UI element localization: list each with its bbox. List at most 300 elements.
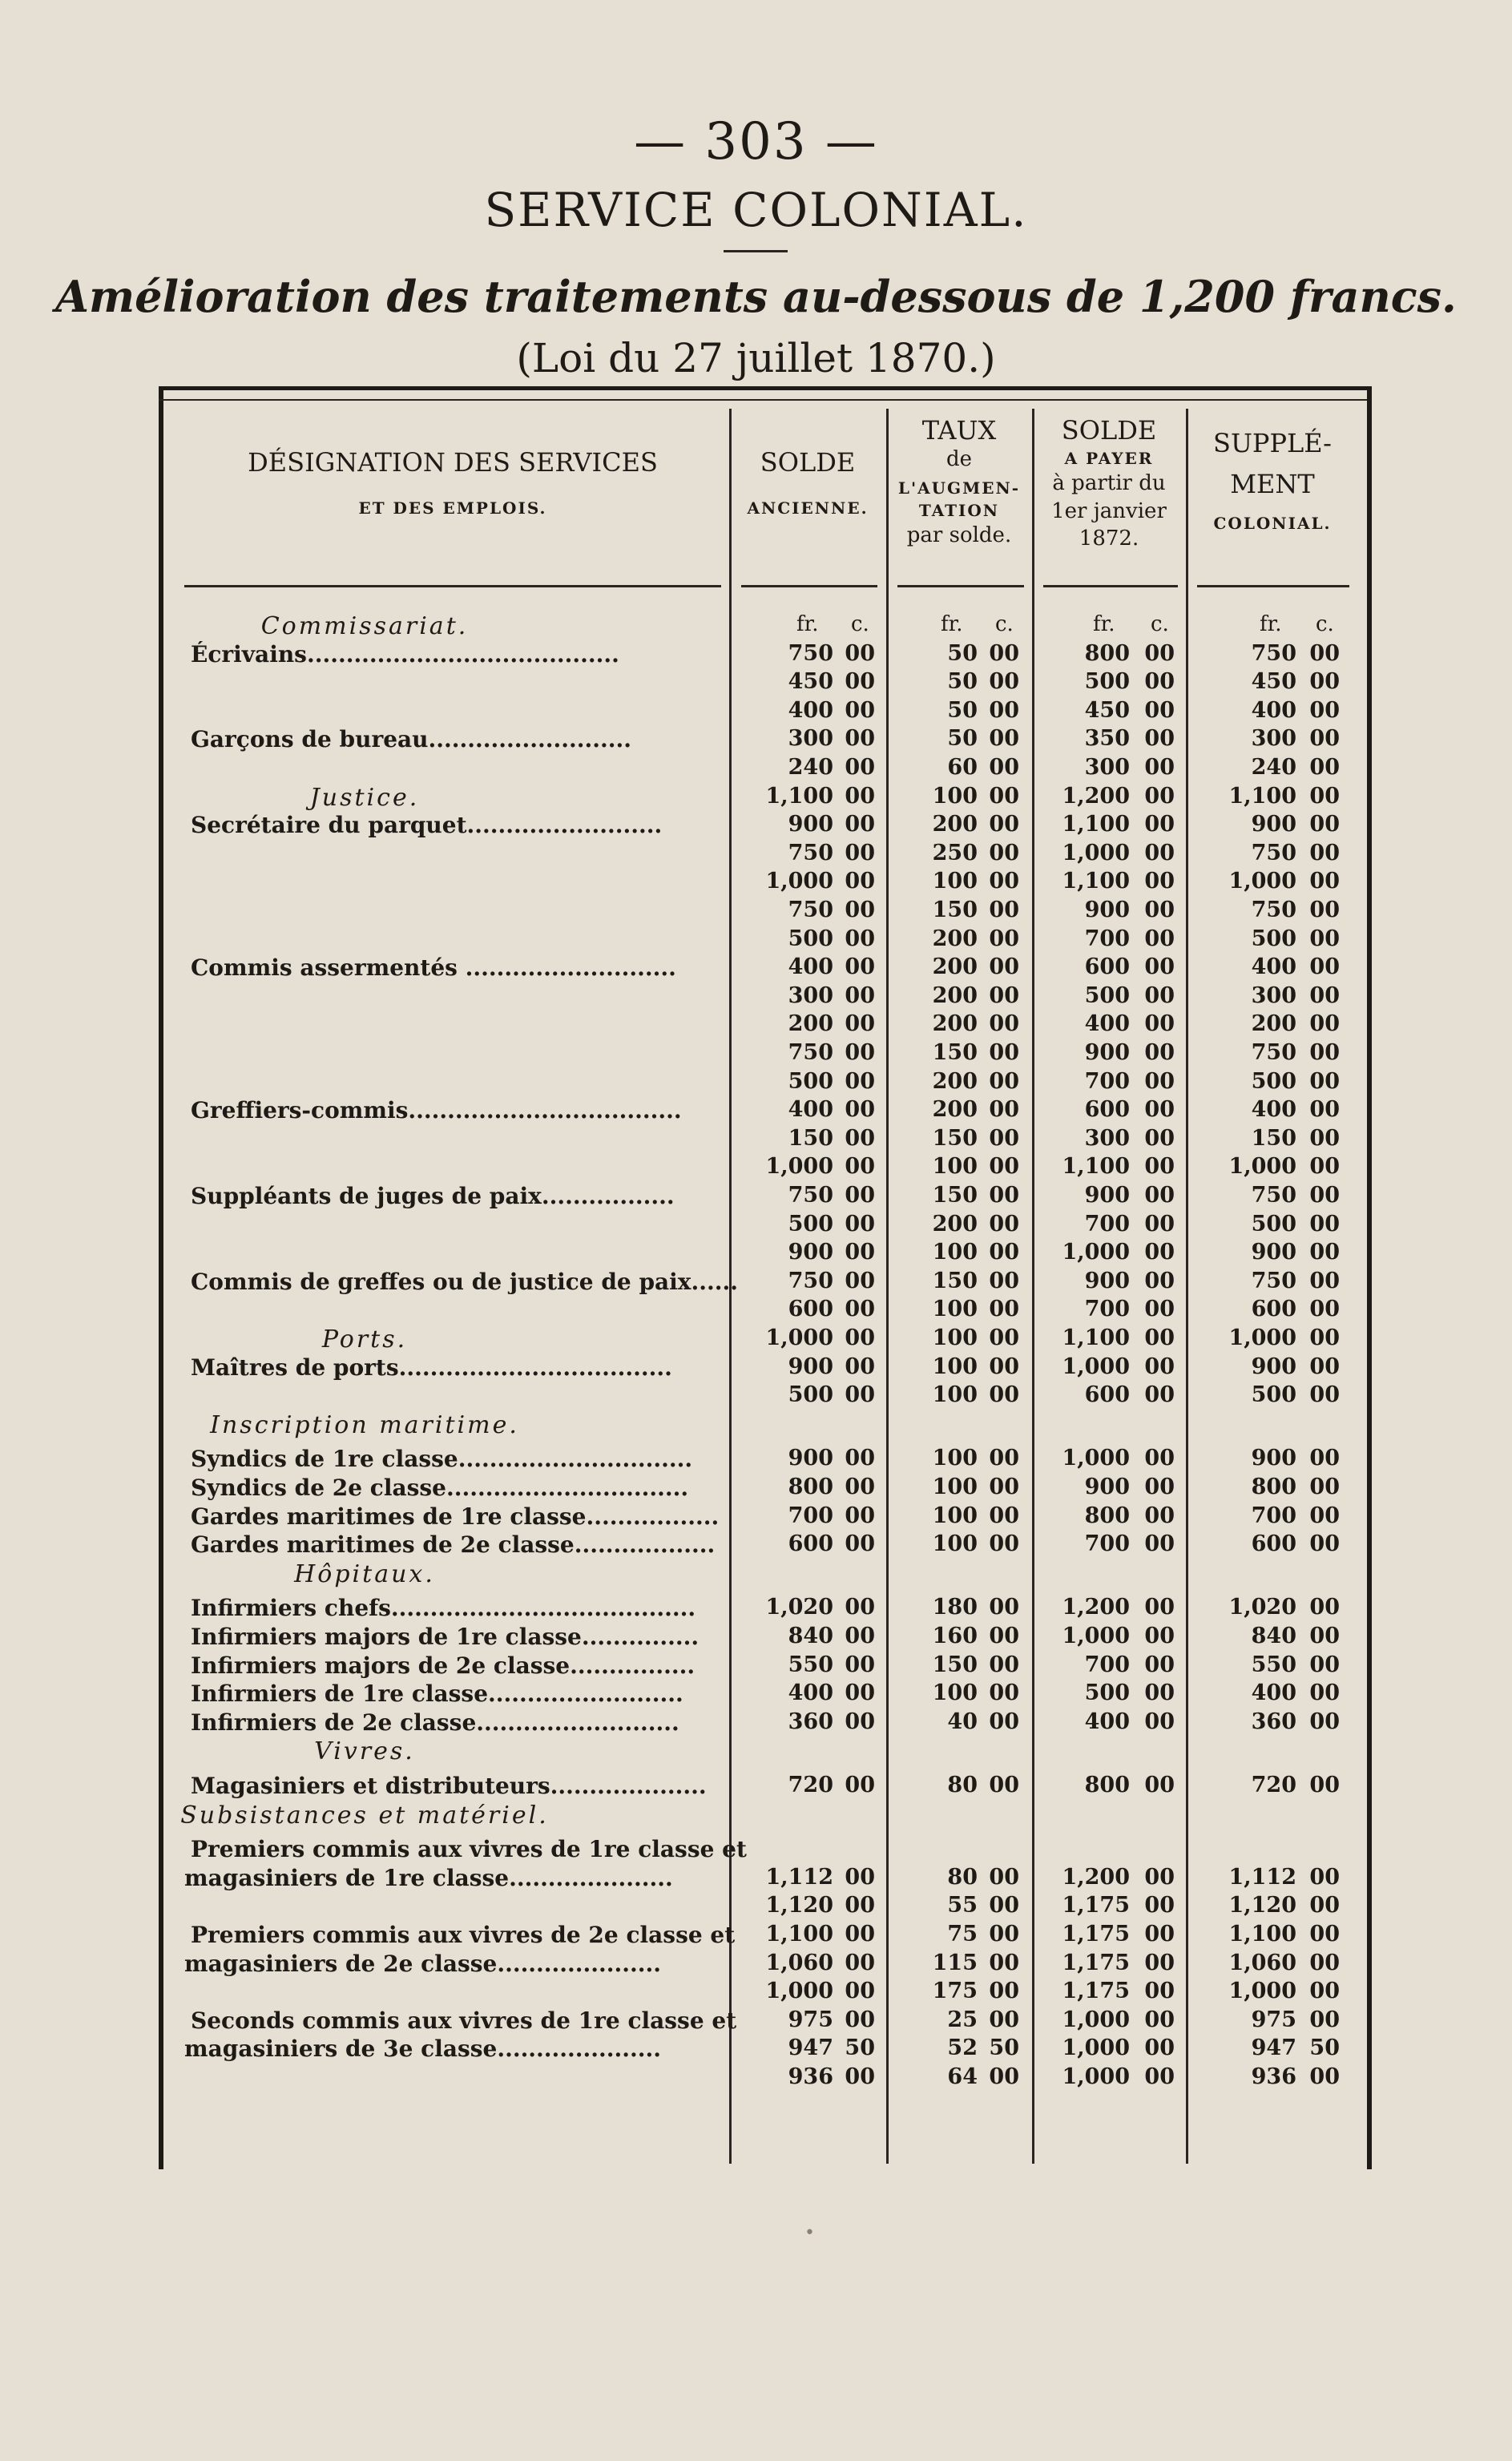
cell-francs: 350 xyxy=(1084,726,1130,752)
cell-francs: 975 xyxy=(1251,2007,1296,2032)
cell-francs: 400 xyxy=(1084,1011,1130,1037)
cell-centimes: 00 xyxy=(1309,697,1340,723)
table-row xyxy=(0,983,1512,1012)
cell-francs: 900 xyxy=(1251,1240,1296,1265)
cell-centimes: 00 xyxy=(845,812,875,837)
cell-francs: 160 xyxy=(932,1624,978,1648)
cell-centimes: 00 xyxy=(989,926,1019,951)
cell-centimes: 00 xyxy=(1309,640,1340,666)
cell-francs: 750 xyxy=(788,898,833,922)
cell-centimes: 00 xyxy=(1144,1979,1175,2004)
cell-francs: 1,000 xyxy=(765,1979,833,2004)
cell-centimes: 00 xyxy=(1309,1773,1340,1797)
cell-centimes: 00 xyxy=(989,1446,1019,1471)
cell-francs: 1,120 xyxy=(1228,1893,1296,1918)
cell-francs: 900 xyxy=(1084,1183,1130,1208)
cell-francs: 300 xyxy=(1251,982,1296,1008)
cell-centimes: 00 xyxy=(1144,1446,1175,1471)
subtitle: Amélioration des traitements au-dessous de 1,200 francs. xyxy=(55,271,1457,322)
header-taux-line4: TATION xyxy=(918,500,1000,520)
cell-centimes: 50 xyxy=(989,2035,1019,2061)
section-heading: Justice. xyxy=(309,783,420,812)
cell-centimes: 00 xyxy=(845,1097,875,1123)
cell-centimes: 00 xyxy=(1144,1950,1175,1975)
cell-francs: 1,000 xyxy=(1062,840,1130,865)
table-row xyxy=(0,2035,1512,2064)
cell-francs: 1,100 xyxy=(1062,869,1130,894)
row-label: Premiers commis aux vivres de 2e classe et xyxy=(191,1922,736,1948)
cell-francs: 400 xyxy=(1084,1709,1130,1734)
cell-centimes: 00 xyxy=(989,755,1019,780)
cell-centimes: 00 xyxy=(845,869,875,894)
cell-francs: 1,000 xyxy=(765,1154,833,1180)
header-designation-line2: ET DES EMPLOIS. xyxy=(358,498,547,518)
cell-francs: 900 xyxy=(1084,1268,1130,1293)
cell-francs: 1,060 xyxy=(1228,1950,1296,1975)
cell-centimes: 00 xyxy=(845,1503,875,1528)
cell-francs: 700 xyxy=(1251,1503,1296,1528)
cell-centimes: 00 xyxy=(989,1354,1019,1379)
table-row xyxy=(0,1865,1512,1894)
cell-centimes: 00 xyxy=(1144,1240,1175,1265)
row-label: Écrivains........................................ xyxy=(191,640,619,668)
cell-francs: 700 xyxy=(1084,926,1130,951)
section-heading: Subsistances et matériel. xyxy=(180,1801,549,1830)
cell-centimes: 00 xyxy=(1309,840,1340,865)
cell-centimes: 00 xyxy=(989,726,1019,752)
cell-centimes: 00 xyxy=(1144,1503,1175,1528)
cell-centimes: 00 xyxy=(845,926,875,951)
header-rule-2 xyxy=(741,585,877,587)
cell-francs: 800 xyxy=(1084,1503,1130,1528)
header-payer-line3: à partir du xyxy=(1052,471,1166,496)
cell-centimes: 00 xyxy=(1144,1354,1175,1379)
header-rule-5 xyxy=(1197,585,1349,587)
cell-francs: 947 xyxy=(788,2035,833,2061)
cell-francs: 100 xyxy=(932,1531,978,1557)
cell-francs: 360 xyxy=(788,1709,833,1734)
header-supp-line1: SUPPLÉ- xyxy=(1213,428,1332,458)
row-label: Premiers commis aux vivres de 1re classe et xyxy=(191,1836,747,1863)
cell-francs: 400 xyxy=(788,954,833,980)
table-row xyxy=(0,812,1512,841)
cell-francs: 720 xyxy=(1251,1773,1296,1797)
cell-francs: 1,112 xyxy=(765,1864,833,1890)
footer-mark: • xyxy=(804,2223,815,2243)
cell-francs: 300 xyxy=(1084,1125,1130,1151)
cell-francs: 700 xyxy=(1084,1211,1130,1237)
unit-centimes: c. xyxy=(1151,612,1169,636)
cell-francs: 1,175 xyxy=(1062,1979,1130,2004)
cell-francs: 700 xyxy=(1084,1297,1130,1322)
cell-francs: 600 xyxy=(1084,954,1130,980)
cell-francs: 750 xyxy=(1251,640,1296,666)
cell-centimes: 00 xyxy=(989,1595,1019,1620)
cell-centimes: 00 xyxy=(845,1354,875,1379)
unit-francs: fr. xyxy=(1260,612,1282,636)
table-row xyxy=(0,1126,1512,1155)
cell-francs: 450 xyxy=(1251,669,1296,695)
cell-centimes: 00 xyxy=(989,954,1019,980)
cell-centimes: 00 xyxy=(1144,1893,1175,1918)
table-row xyxy=(0,1069,1512,1098)
section-row xyxy=(0,1411,1512,1440)
cell-centimes: 00 xyxy=(989,1382,1019,1408)
cell-francs: 936 xyxy=(1251,2064,1296,2089)
cell-francs: 250 xyxy=(932,840,978,865)
cell-francs: 600 xyxy=(1251,1297,1296,1322)
cell-francs: 1,000 xyxy=(765,1325,833,1350)
cell-centimes: 00 xyxy=(845,2007,875,2032)
cell-centimes: 00 xyxy=(845,1624,875,1648)
law-reference: (Loi du 27 juillet 1870.) xyxy=(516,335,996,381)
section-heading: Inscription maritime. xyxy=(210,1410,519,1439)
cell-centimes: 00 xyxy=(1309,1211,1340,1237)
cell-centimes: 50 xyxy=(1309,2035,1340,2061)
row-label: Suppléants de juges de paix................. xyxy=(191,1183,675,1209)
table-row xyxy=(0,1382,1512,1411)
cell-centimes: 00 xyxy=(845,1893,875,1918)
cell-centimes: 00 xyxy=(1144,669,1175,695)
cell-francs: 450 xyxy=(788,669,833,695)
cell-francs: 1,000 xyxy=(1062,2064,1130,2089)
section-row xyxy=(0,1560,1512,1589)
header-designation xyxy=(184,449,721,517)
cell-francs: 975 xyxy=(788,2007,833,2032)
cell-centimes: 00 xyxy=(1144,1531,1175,1557)
cell-centimes: 00 xyxy=(1144,1595,1175,1620)
cell-francs: 100 xyxy=(932,1446,978,1471)
cell-francs: 500 xyxy=(1251,1382,1296,1408)
header-taux-line1: TAUX xyxy=(921,415,997,446)
cell-centimes: 00 xyxy=(989,1709,1019,1734)
cell-centimes: 00 xyxy=(845,1531,875,1557)
table-row xyxy=(0,1773,1512,1801)
cell-centimes: 00 xyxy=(845,1240,875,1265)
cell-centimes: 00 xyxy=(845,640,875,666)
header-supplement xyxy=(1187,430,1357,532)
cell-centimes: 00 xyxy=(1309,1922,1340,1947)
cell-francs: 900 xyxy=(788,1354,833,1379)
cell-centimes: 00 xyxy=(1144,1864,1175,1890)
table-row xyxy=(0,1183,1512,1212)
cell-centimes: 00 xyxy=(1309,1979,1340,2004)
table-row xyxy=(0,1531,1512,1560)
row-label: Gardes maritimes de 1re classe................. xyxy=(191,1503,720,1530)
cell-centimes: 00 xyxy=(1144,2035,1175,2061)
cell-francs: 500 xyxy=(1084,1680,1130,1706)
cell-centimes: 00 xyxy=(845,1595,875,1620)
cell-centimes: 00 xyxy=(989,1922,1019,1947)
header-rule-4 xyxy=(1043,585,1178,587)
unit-francs: fr. xyxy=(796,612,819,636)
cell-centimes: 00 xyxy=(989,1268,1019,1293)
row-label: Infirmiers majors de 2e classe................ xyxy=(191,1652,696,1679)
table-row xyxy=(0,641,1512,670)
cell-francs: 936 xyxy=(788,2064,833,2089)
cell-francs: 1,000 xyxy=(1228,1325,1296,1350)
cell-francs: 100 xyxy=(932,1325,978,1350)
cell-francs: 200 xyxy=(1251,1011,1296,1037)
cell-francs: 1,000 xyxy=(1228,1979,1296,2004)
row-label: Greffiers-commis................................... xyxy=(191,1097,682,1124)
cell-centimes: 00 xyxy=(1144,1652,1175,1677)
cell-francs: 900 xyxy=(1084,898,1130,922)
cell-centimes: 00 xyxy=(1309,1503,1340,1528)
cell-francs: 50 xyxy=(947,640,978,666)
cell-centimes: 00 xyxy=(1309,898,1340,922)
cell-francs: 50 xyxy=(947,697,978,723)
cell-centimes: 00 xyxy=(1309,755,1340,780)
cell-francs: 200 xyxy=(932,1068,978,1094)
cell-centimes: 00 xyxy=(845,1709,875,1734)
cell-centimes: 00 xyxy=(1309,1652,1340,1677)
cell-centimes: 00 xyxy=(989,1097,1019,1123)
cell-centimes: 00 xyxy=(1309,1595,1340,1620)
cell-centimes: 00 xyxy=(1144,2064,1175,2089)
cell-francs: 1,200 xyxy=(1062,783,1130,809)
cell-francs: 80 xyxy=(947,1773,978,1797)
cell-francs: 150 xyxy=(932,1125,978,1151)
cell-francs: 750 xyxy=(788,840,833,865)
cell-centimes: 00 xyxy=(1144,954,1175,980)
cell-francs: 840 xyxy=(1251,1624,1296,1648)
cell-centimes: 00 xyxy=(845,954,875,980)
cell-centimes: 00 xyxy=(1309,1893,1340,1918)
cell-centimes: 00 xyxy=(989,1475,1019,1499)
cell-francs: 900 xyxy=(1084,1040,1130,1065)
cell-francs: 100 xyxy=(932,783,978,809)
cell-centimes: 00 xyxy=(1309,1680,1340,1706)
cell-francs: 400 xyxy=(1251,1680,1296,1706)
cell-francs: 450 xyxy=(1084,697,1130,723)
cell-centimes: 00 xyxy=(845,1325,875,1350)
cell-francs: 400 xyxy=(1251,697,1296,723)
table-row xyxy=(0,898,1512,926)
cell-centimes: 00 xyxy=(1144,1382,1175,1408)
cell-francs: 180 xyxy=(932,1595,978,1620)
row-label: Commis de greffes ou de justice de paix...... xyxy=(191,1268,738,1295)
row-label: Infirmiers de 1re classe......................... xyxy=(191,1680,683,1708)
cell-centimes: 00 xyxy=(1309,982,1340,1008)
cell-centimes: 00 xyxy=(989,1011,1019,1037)
cell-centimes: 00 xyxy=(989,1183,1019,1208)
cell-francs: 750 xyxy=(788,1268,833,1293)
cell-francs: 750 xyxy=(788,1183,833,1208)
row-label: Commis assermentés ........................... xyxy=(191,954,676,982)
cell-francs: 1,000 xyxy=(765,869,833,894)
cell-francs: 800 xyxy=(788,1475,833,1499)
table-row xyxy=(0,1475,1512,1503)
cell-francs: 500 xyxy=(1251,1068,1296,1094)
cell-centimes: 00 xyxy=(1309,1011,1340,1037)
cell-francs: 900 xyxy=(1251,1446,1296,1471)
cell-centimes: 00 xyxy=(1309,669,1340,695)
header-payer xyxy=(1034,417,1184,551)
cell-francs: 1,000 xyxy=(1228,869,1296,894)
cell-francs: 400 xyxy=(1251,954,1296,980)
cell-francs: 150 xyxy=(932,1040,978,1065)
cell-francs: 750 xyxy=(1251,1268,1296,1293)
table-row xyxy=(0,1097,1512,1126)
cell-francs: 800 xyxy=(1084,1773,1130,1797)
page-number: — 303 — xyxy=(634,112,878,171)
cell-centimes: 00 xyxy=(989,1773,1019,1797)
cell-francs: 700 xyxy=(1084,1068,1130,1094)
cell-centimes: 00 xyxy=(1144,1040,1175,1065)
table-row xyxy=(0,1503,1512,1532)
cell-centimes: 00 xyxy=(1144,1183,1175,1208)
unit-francs: fr. xyxy=(941,612,963,636)
cell-francs: 750 xyxy=(1251,840,1296,865)
cell-francs: 200 xyxy=(788,1011,833,1037)
cell-centimes: 00 xyxy=(1144,840,1175,865)
cell-francs: 100 xyxy=(932,1154,978,1180)
cell-centimes: 00 xyxy=(1144,783,1175,809)
cell-centimes: 00 xyxy=(989,982,1019,1008)
cell-francs: 1,000 xyxy=(1062,2007,1130,2032)
cell-francs: 360 xyxy=(1251,1709,1296,1734)
section-heading: Commissariat. xyxy=(260,612,469,640)
table-row xyxy=(0,784,1512,813)
cell-francs: 100 xyxy=(932,1240,978,1265)
cell-centimes: 00 xyxy=(1309,1068,1340,1094)
cell-centimes: 00 xyxy=(989,1297,1019,1322)
table-row xyxy=(0,2064,1512,2093)
cell-francs: 100 xyxy=(932,869,978,894)
cell-francs: 600 xyxy=(1251,1531,1296,1557)
cell-francs: 750 xyxy=(788,1040,833,1065)
cell-centimes: 00 xyxy=(1309,2064,1340,2089)
cell-centimes: 00 xyxy=(845,1211,875,1237)
table-row xyxy=(0,1269,1512,1297)
cell-francs: 700 xyxy=(788,1503,833,1528)
cell-centimes: 00 xyxy=(845,1268,875,1293)
cell-centimes: 00 xyxy=(1309,726,1340,752)
cell-centimes: 00 xyxy=(1144,755,1175,780)
cell-centimes: 00 xyxy=(1309,1297,1340,1322)
row-label: Syndics de 2e classe............................... xyxy=(191,1475,689,1501)
cell-francs: 240 xyxy=(1251,755,1296,780)
title-rule xyxy=(724,250,788,252)
cell-centimes: 00 xyxy=(1309,1354,1340,1379)
cell-centimes: 00 xyxy=(845,898,875,922)
cell-centimes: 00 xyxy=(845,982,875,1008)
unit-centimes: c. xyxy=(995,612,1014,636)
cell-francs: 800 xyxy=(1084,640,1130,666)
cell-francs: 600 xyxy=(1084,1382,1130,1408)
cell-centimes: 00 xyxy=(989,1040,1019,1065)
header-payer-line1: SOLDE xyxy=(1061,415,1157,446)
cell-francs: 900 xyxy=(788,1446,833,1471)
cell-francs: 500 xyxy=(788,1211,833,1237)
cell-francs: 200 xyxy=(932,1097,978,1123)
unit-centimes: c. xyxy=(1316,612,1334,636)
header-payer-line5: 1872. xyxy=(1079,526,1139,551)
cell-centimes: 00 xyxy=(989,1125,1019,1151)
header-solde xyxy=(731,449,885,517)
cell-francs: 1,000 xyxy=(1062,2035,1130,2061)
cell-centimes: 00 xyxy=(1144,1680,1175,1706)
section-heading: Vivres. xyxy=(314,1737,415,1766)
cell-centimes: 00 xyxy=(1144,1297,1175,1322)
cell-francs: 1,175 xyxy=(1062,1893,1130,1918)
cell-centimes: 00 xyxy=(845,1068,875,1094)
cell-centimes: 00 xyxy=(1309,1183,1340,1208)
cell-francs: 900 xyxy=(1251,812,1296,837)
cell-centimes: 00 xyxy=(1144,1125,1175,1151)
cell-francs: 550 xyxy=(1251,1652,1296,1677)
cell-centimes: 00 xyxy=(1309,1382,1340,1408)
cell-francs: 500 xyxy=(788,1068,833,1094)
cell-francs: 500 xyxy=(1251,1211,1296,1237)
cell-centimes: 00 xyxy=(1309,1475,1340,1499)
section-heading: Hôpitaux. xyxy=(294,1559,435,1588)
cell-centimes: 00 xyxy=(989,640,1019,666)
row-label: magasiniers de 1re classe..................... xyxy=(184,1864,673,1891)
row-label: magasiniers de 3e classe..................... xyxy=(184,2035,662,2063)
cell-centimes: 00 xyxy=(845,2064,875,2089)
table-row xyxy=(0,1595,1512,1624)
table-row xyxy=(0,755,1512,784)
cell-francs: 300 xyxy=(1084,755,1130,780)
header-rule-1 xyxy=(184,585,721,587)
table-row xyxy=(0,1709,1512,1738)
cell-francs: 1,100 xyxy=(1062,812,1130,837)
table-row xyxy=(0,1624,1512,1652)
cell-centimes: 00 xyxy=(989,812,1019,837)
cell-francs: 300 xyxy=(788,982,833,1008)
cell-francs: 600 xyxy=(1084,1097,1130,1123)
header-solde-line2: ANCIENNE. xyxy=(747,498,869,518)
cell-francs: 1,000 xyxy=(1228,1154,1296,1180)
cell-centimes: 00 xyxy=(1144,898,1175,922)
row-label: Garçons de bureau.......................... xyxy=(191,726,631,753)
cell-francs: 1,100 xyxy=(1228,1922,1296,1947)
cell-centimes: 00 xyxy=(989,1068,1019,1094)
row-label: Syndics de 1re classe.............................. xyxy=(191,1446,693,1473)
cell-francs: 150 xyxy=(932,1268,978,1293)
cell-francs: 1,175 xyxy=(1062,1950,1130,1975)
cell-centimes: 00 xyxy=(989,1154,1019,1180)
cell-centimes: 00 xyxy=(1144,697,1175,723)
page-title: SERVICE COLONIAL. xyxy=(484,183,1028,237)
cell-francs: 150 xyxy=(932,898,978,922)
cell-centimes: 00 xyxy=(989,1893,1019,1918)
cell-francs: 150 xyxy=(932,1183,978,1208)
table-row xyxy=(0,1652,1512,1681)
cell-centimes: 00 xyxy=(1144,982,1175,1008)
table-row xyxy=(0,726,1512,755)
cell-francs: 200 xyxy=(932,926,978,951)
cell-centimes: 00 xyxy=(1309,1040,1340,1065)
cell-centimes: 00 xyxy=(1144,1624,1175,1648)
cell-centimes: 00 xyxy=(1144,926,1175,951)
table-row xyxy=(0,2007,1512,2036)
cell-centimes: 00 xyxy=(989,1531,1019,1557)
cell-centimes: 00 xyxy=(1309,1125,1340,1151)
cell-centimes: 00 xyxy=(845,1011,875,1037)
header-payer-line4: 1er janvier xyxy=(1051,498,1167,523)
cell-centimes: 00 xyxy=(845,1183,875,1208)
cell-centimes: 00 xyxy=(1309,926,1340,951)
cell-francs: 150 xyxy=(788,1125,833,1151)
cell-francs: 1,100 xyxy=(765,783,833,809)
row-label: Infirmiers de 2e classe.......................... xyxy=(191,1709,679,1736)
cell-francs: 1,100 xyxy=(1062,1325,1130,1350)
cell-centimes: 00 xyxy=(1144,1011,1175,1037)
cell-francs: 200 xyxy=(932,1011,978,1037)
